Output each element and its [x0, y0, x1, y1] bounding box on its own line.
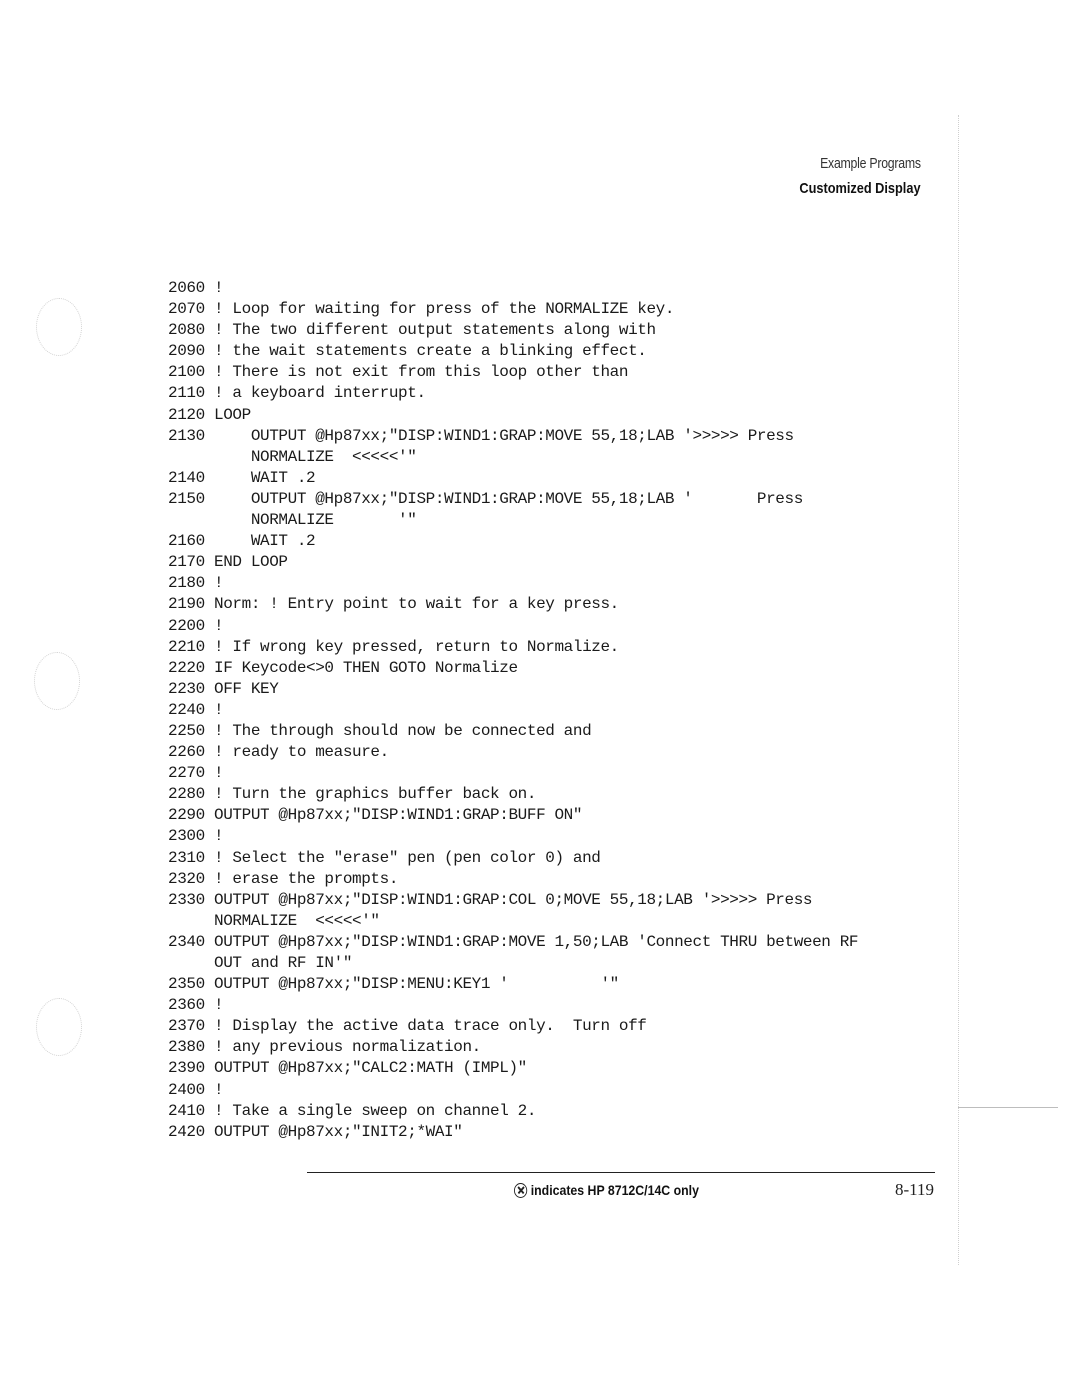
hp-8712c-14c-symbol-icon	[514, 1183, 527, 1198]
code-line: 2250 ! The through should now be connected and	[168, 721, 592, 740]
code-line: 2200 !	[168, 616, 224, 635]
page-number: 8-119	[894, 1180, 934, 1199]
code-line: 2160 WAIT .2	[168, 532, 316, 551]
code-line: 2150 OUTPUT @Hp87xx;"DISP:WIND1:GRAP:MOVE 55,18;LAB ' Press	[168, 489, 803, 508]
binder-hole-mark	[36, 998, 82, 1056]
code-line: 2260 ! ready to measure.	[168, 743, 389, 762]
code-line: 2210 ! If wrong key pressed, return to Normalize.	[168, 637, 619, 656]
code-line: OUT and RF IN'"	[168, 954, 353, 972]
code-line: 2390 OUTPUT @Hp87xx;"CALC2:MATH (IMPL)"	[168, 1059, 527, 1078]
page-edge-line	[958, 115, 959, 1265]
code-line: 2420 OUTPUT @Hp87xx;"INIT2;*WAI"	[168, 1122, 463, 1141]
footer-note-text: indicates HP 8712C/14C only	[530, 1182, 699, 1198]
binder-hole-mark	[34, 652, 80, 710]
code-line: NORMALIZE <<<<<'"	[168, 447, 417, 466]
running-header-section: Example Programs	[820, 155, 921, 172]
code-line: 2380 ! any previous normalization.	[168, 1038, 481, 1057]
code-line: NORMALIZE <<<<<'"	[168, 911, 380, 930]
code-line: 2060 !	[168, 279, 224, 297]
page-edge-tick	[958, 1107, 1058, 1108]
code-line: NORMALIZE '"	[168, 511, 417, 530]
code-line: 2100 ! There is not exit from this loop other than	[168, 363, 629, 382]
code-line: 2270 !	[168, 764, 224, 783]
code-line: 2410 ! Take a single sweep on channel 2.	[168, 1101, 537, 1120]
code-line: 2110 ! a keyboard interrupt.	[168, 384, 426, 403]
footer-rule	[307, 1172, 935, 1173]
code-line: 2330 OUTPUT @Hp87xx;"DISP:WIND1:GRAP:COL 0;MOVE 55,18;LAB '>>>>> Press	[168, 890, 813, 909]
code-line: 2310 ! Select the "erase" pen (pen color 0) and	[168, 848, 601, 867]
code-line: 2340 OUTPUT @Hp87xx;"DISP:WIND1:GRAP:MOVE 1,50;LAB 'Connect THRU between RF	[168, 932, 859, 951]
code-line: 2320 ! erase the prompts.	[168, 869, 399, 888]
running-header-subsection: Customized Display	[799, 180, 921, 197]
code-line: 2240 !	[168, 700, 224, 719]
code-line: 2350 OUTPUT @Hp87xx;"DISP:MENU:KEY1 ' '"	[168, 975, 619, 994]
binder-hole-mark	[36, 298, 82, 356]
code-line: 2230 OFF KEY	[168, 679, 279, 698]
code-line: 2290 OUTPUT @Hp87xx;"DISP:WIND1:GRAP:BUFF ON"	[168, 806, 583, 825]
code-line: 2140 WAIT .2	[168, 468, 316, 487]
code-line: 2280 ! Turn the graphics buffer back on.	[168, 785, 537, 804]
code-line: 2080 ! The two different output statements along with	[168, 321, 656, 340]
footer-note	[514, 1182, 699, 1198]
code-listing	[168, 278, 958, 1143]
code-line: 2090 ! the wait statements create a blinking effect.	[168, 342, 647, 361]
code-line: 2300 !	[168, 827, 224, 846]
code-line: 2180 !	[168, 574, 224, 593]
code-line: 2370 ! Display the active data trace only. Turn off	[168, 1017, 647, 1036]
code-line: 2190 Norm: ! Entry point to wait for a key press.	[168, 595, 619, 614]
code-line: 2130 OUTPUT @Hp87xx;"DISP:WIND1:GRAP:MOVE 55,18;LAB '>>>>> Press	[168, 426, 794, 445]
code-line: 2360 !	[168, 996, 224, 1015]
code-line: 2120 LOOP	[168, 405, 251, 424]
code-line: 2220 IF Keycode<>0 THEN GOTO Normalize	[168, 658, 518, 677]
code-line: 2170 END LOOP	[168, 553, 288, 572]
code-line: 2070 ! Loop for waiting for press of the NORMALIZE key.	[168, 300, 675, 319]
code-line: 2400 !	[168, 1080, 224, 1099]
